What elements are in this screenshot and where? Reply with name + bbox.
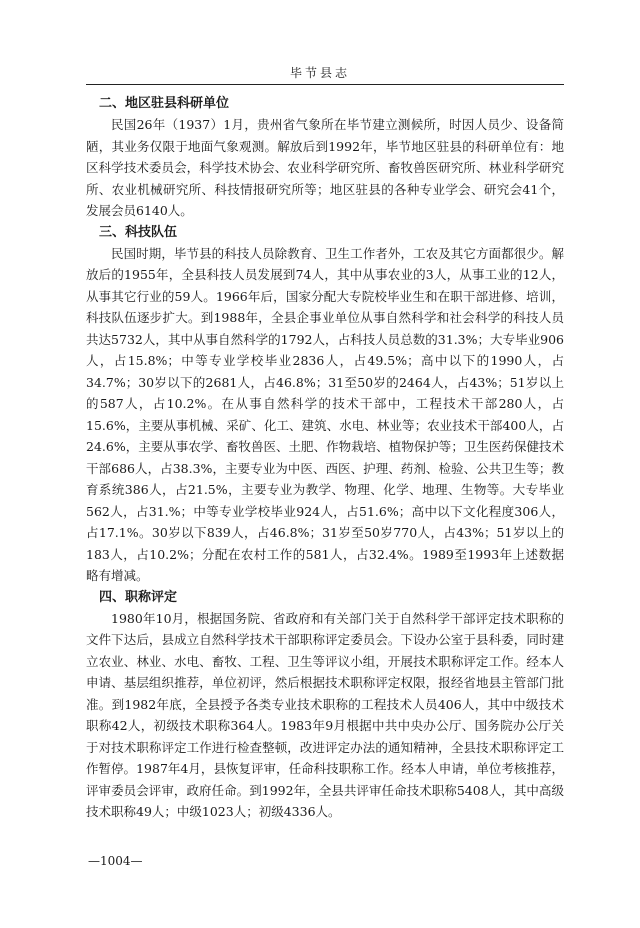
paragraph: 1980年10月，根据国务院、省政府和有关部门关于自然科学干部评定技术职称的文件下达后，县成立自然科学技术干部职称评定委员会。下设办公室于县科委，同时建立农业、林业、水电、畜牧、工程、卫生等评议小组，开展技术职称评定工作。经本人申请、基层组织推荐，单位初评，然后根据技术职称评定权限，报经省地县主管部门批准。到1982年底，全县授予各类专业技术职称的工程技术人员406人，其中中级技术职称42人，初级技术职称364人。1983年9月根据中共中央办公厅、国务院办公厅关于对技术职称评定工作进行检查整顿，改进评定办法的通知精神，全县技术职称评定工作暂停。1987年4月，县恢复评审，任命科技职称工作。经本人申请，单位考核推荐，评审委员会评审，政府任命。到1992年，全县共评审任命技术职称5408人，其中高级技术职称49人；中级1023人；初级4336人。 bbox=[86, 610, 564, 819]
header-rule bbox=[86, 84, 564, 85]
section-heading-research-units: 二、地区驻县科研单位 bbox=[99, 96, 230, 111]
page-body bbox=[86, 93, 564, 823]
running-title: 毕节县志 bbox=[289, 66, 350, 80]
paragraph: 民国时期，毕节县的科技人员除教育、卫生工作者外，工农及其它方面都很少。解放后的1955年，全县科技人员发展到74人，其中从事农业的3人，从事工业的12人，从事其它行业的59人。1966年后，国家分配大专院校毕业生和在职干部进修、培训，科技队伍逐步扩大。到1988年，全县企事业单位从事自然科学和社会科学的科技人员共达5732人，其中从事自然科学的1792人，占科技人员总数的31.3%；大专毕业906人，占15.8%；中等专业学校毕业2836人，占49.5%；高中以下的1990人，占34.7%；30岁以下的2681人，占46.8%；31至50岁的2464人，占43%；51岁以上的587人，占10.2%。在从事自然科学的技术干部中，工程技术干部280人，占15.6%，主要从事机械、采矿、化工、建筑、水电、林业等；农业技术干部400人，占24.6%，主要从事农学、畜牧兽医、土肥、作物栽培、植物保护等；卫生医药保健技术干部686人，占38.3%，主要专业为中医、西医、护理、药剂、检验、公共卫生等；教育系统386人，占21.5%，主要专业为教学、物理、化学、地理、生物等。大专毕业562人，占31.%；中等专业学校毕业924人，占51.6%；高中以下文化程度306人，占17.1%。30岁以下839人，占46.8%；31岁至50岁770人，占43%；51岁以上的183人，占10.2%；分配在农村工作的581人，占32.4%。1989至1993年上述数据略有增减。 bbox=[86, 245, 564, 583]
section-heading-title-evaluation: 四、职称评定 bbox=[99, 589, 178, 605]
section-heading-tech-workforce: 三、科技队伍 bbox=[99, 224, 178, 240]
paragraph: 民国26年（1937）1月，贵州省气象所在毕节建立测候所，时因人员少、设备简陋，其业务仅限于地面气象观测。解放后到1992年，毕节地区驻县的科研单位有：地区科学技术委员会，科学技术协会、农业科学研究所、畜牧兽医研究所、林业科学研究所、农业机械研究所、科技情报研究所等；地区驻县的各种专业学会、研究会41个，发展会员6140人。 bbox=[86, 117, 564, 218]
page-number: —1004— bbox=[88, 854, 143, 868]
